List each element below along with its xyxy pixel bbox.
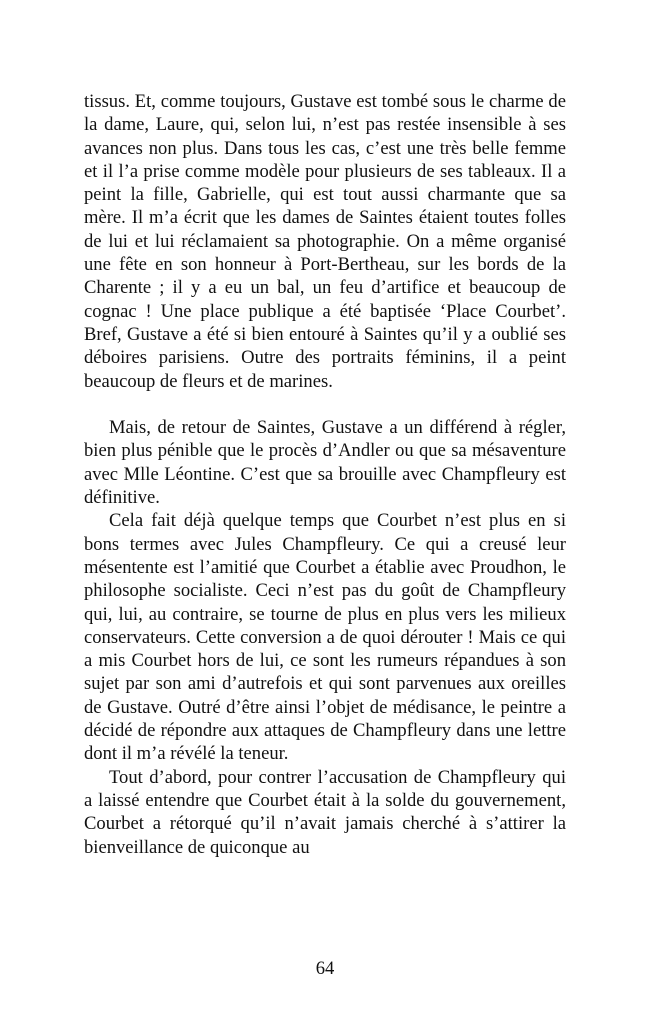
page-body xyxy=(84,90,566,859)
paragraph-spacer xyxy=(84,393,566,416)
paragraph-3: Cela fait déjà quelque temps que Courbet n’est plus en si bons termes avec Jules Champfleury. Ce qui a creusé leur mésentente est l’amitié que Courbet a établie avec Proudhon, le philosophe socialiste. Ceci n’est pas du goût de Champfleury qui, lui, au contraire, se tourne de plus en plus vers les milieux conservateurs. Cette conversion a de quoi dérouter ! Mais ce qui a mis Courbet hors de lui, ce sont les rumeurs répandues à son sujet par son ami d’autrefois et qui sont parvenues aux oreilles de Gustave. Outré d’être ainsi l’objet de médisance, le peintre a décidé de répondre aux attaques de Champfleury dans une lettre dont il m’a révélé la teneur. xyxy=(84,510,566,765)
paragraph-4: Tout d’abord, pour contrer l’accusation de Champfleury qui a laissé entendre que Courbet était à la solde du gouvernement, Courbet a rétorqué qu’il n’avait jamais cherché à s’attirer la bienveillance de quiconque au xyxy=(84,766,566,858)
paragraph-2: Mais, de retour de Saintes, Gustave a un différend à régler, bien plus pénible que le procès d’Andler ou que sa mésaventure avec Mlle Léontine. C’est que sa brouille avec Champfleury est définitive. xyxy=(84,417,566,509)
page-number: 64 xyxy=(315,958,335,979)
paragraph-1: tissus. Et, comme toujours, Gustave est tombé sous le charme de la dame, Laure, qui, selon lui, n’est pas restée insensible à ses avances non plus. Dans tous les cas, c’est une très belle femme et il l’a prise comme modèle pour plusieurs de ses tableaux. Il a peint la fille, Gabrielle, qui est tout aussi charmante que sa mère. Il m’a écrit que les dames de Saintes étaient toutes folles de lui et lui réclamaient sa photographie. On a même organisé une fête en son honneur à Port-Bertheau, sur les bords de la Charente ; il y a eu un bal, un feu d’artifice et beaucoup de cognac ! Une place publique a été baptisée ‘Place Courbet’. Bref, Gustave a été si bien entouré à Saintes qu’il y a oublié ses déboires parisiens. Outre des portraits féminins, il a peint beaucoup de fleurs et de marines. xyxy=(84,91,566,392)
